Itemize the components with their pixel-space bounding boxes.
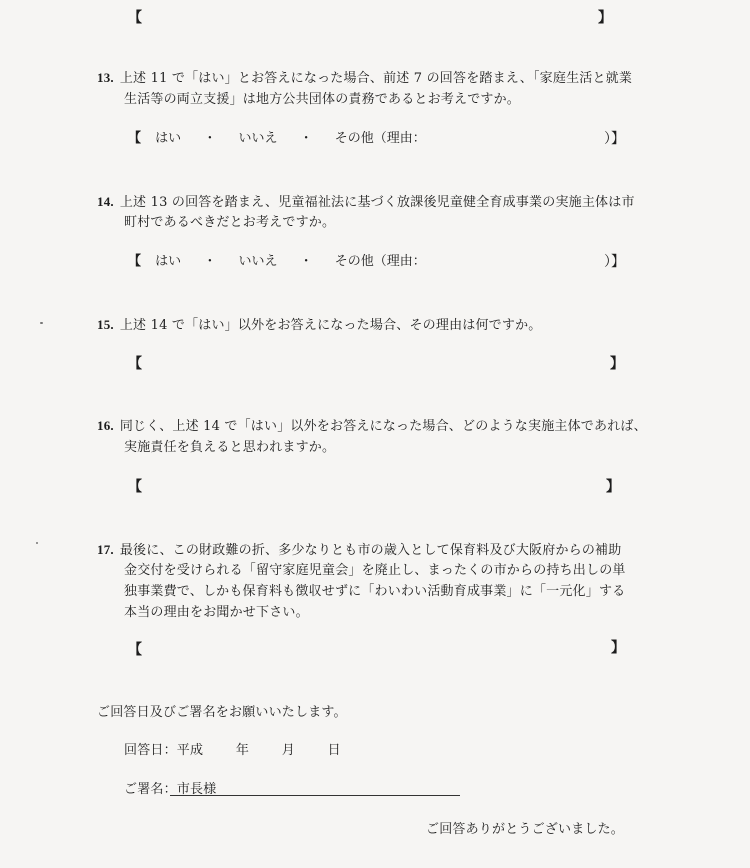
q14-option-no[interactable]: いいえ [238,254,278,269]
q17-open-bracket: 【 [128,642,142,658]
q13-text-line1: 上述 11 で「はい」とお答えになった場合、前述 7 の回答を踏まえ、「家庭生活と就業 [119,71,633,86]
scan-speck [40,322,43,324]
q16-line1 [97,418,647,435]
q14-number: 14. [97,194,114,209]
q14-open-bracket: 【 [128,254,142,269]
q14-option-other[interactable]: その他（理由： [334,254,426,269]
q16-text-line2: 実施責任を負えると思われますか。 [124,440,336,455]
signature-underline [170,795,460,796]
q15-text-line1: 上述 14 で「はい」以外をお答えになった場合、その理由は何ですか。 [119,318,542,333]
answer-date-row [124,743,341,759]
scan-speck [36,542,38,544]
answer-date-year[interactable]: 年 [235,743,250,758]
q15-number: 15. [97,317,114,332]
q16-text-line1: 同じく、上述 14 で「はい」以外をお答えになった場合、どのような実施主体であれば、 [119,419,647,434]
response-request-text: ご回答日及びご署名をお願いいたします。 [97,705,347,720]
signature-label: ご署名： [124,782,177,797]
q14-close-bracket: ）】 [604,254,625,270]
q13-text-line2: 生活等の両立支援」は地方公共団体の責務であるとお考えですか。 [124,92,521,107]
q13-close-bracket: ）】 [604,131,625,147]
q16-open-bracket: 【 [128,479,142,495]
q17-close-bracket: 】 [611,640,625,656]
q16-close-bracket: 】 [606,479,620,495]
q13-options [128,131,426,147]
q13-option-no[interactable]: いいえ [238,131,278,146]
answer-date-label: 回答日：平成 [124,743,204,758]
q13-line1 [97,70,632,87]
q13-option-yes[interactable]: はい [155,131,182,146]
q15-close-bracket: 】 [610,356,624,372]
q17-text-line2: 金交付を受けられる「留守家庭児童会」を廃止し、まったくの市からの持ち出しの単 [124,563,626,578]
q17-text-line4: 本当の理由をお聞かせ下さい。 [124,605,309,620]
q13-sep-1: ・ [203,131,217,146]
thanks-text: ご回答ありがとうございました。 [426,822,625,837]
top-answer-open-bracket: 【 [128,10,142,26]
q14-text-line1: 上述 13 の回答を踏まえ、児童福祉法に基づく放課後児童健全育成事業の実施主体は市 [119,195,635,210]
q14-line1 [97,194,635,211]
q13-number: 13. [97,70,114,85]
q14-sep-1: ・ [203,254,217,269]
q15-open-bracket: 【 [128,356,142,372]
q15-line1 [97,317,541,334]
signature-value[interactable]: 市長様 [176,782,217,797]
q13-option-other[interactable]: その他（理由： [334,131,426,146]
q17-text-line3: 独事業費で、しかも保育料も徴収せずに「わいわい活動育成事業」に「一元化」する [124,584,626,599]
top-answer-close-bracket: 】 [598,10,612,26]
q14-text-line2: 町村であるべきだとお考えですか。 [124,215,336,230]
q17-line1 [97,542,621,559]
q13-sep-2: ・ [299,131,313,146]
answer-date-day[interactable]: 日 [327,743,341,758]
q14-option-yes[interactable]: はい [155,254,182,269]
q14-options [128,254,426,270]
answer-date-month[interactable]: 月 [281,743,295,758]
q17-number: 17. [97,542,114,557]
q14-sep-2: ・ [299,254,313,269]
q17-text-line1: 最後に、この財政難の折、多少なりとも市の歳入として保育料及び大阪府からの補助 [119,543,622,558]
q16-number: 16. [97,418,114,433]
q13-open-bracket: 【 [128,131,142,146]
